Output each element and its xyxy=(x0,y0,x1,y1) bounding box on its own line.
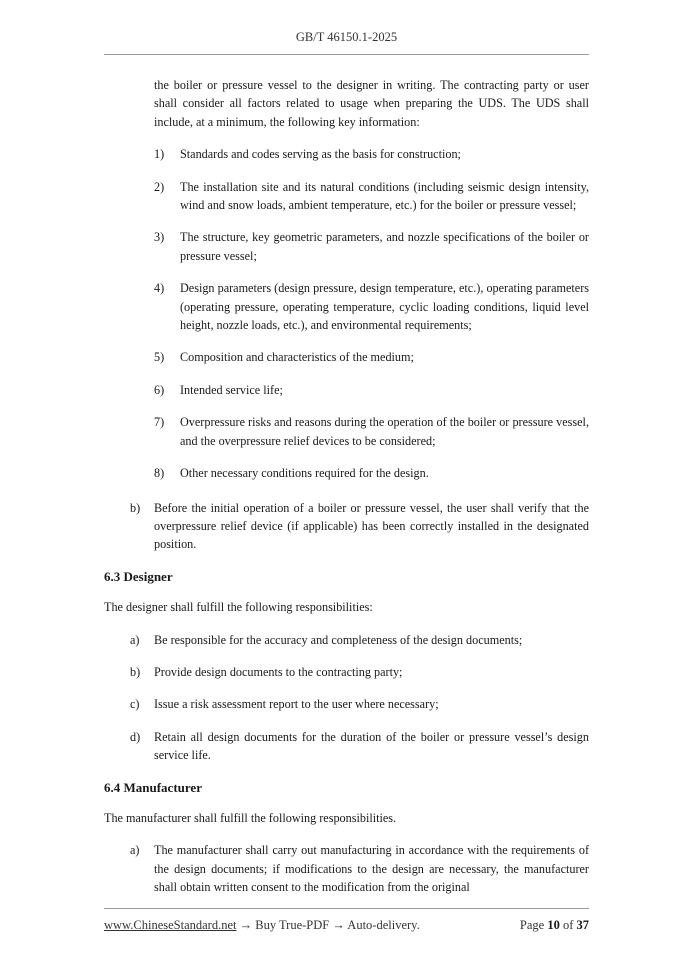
item-text: Be responsible for the accuracy and completeness of the design documents; xyxy=(154,632,523,647)
footer-tagline: → Buy True-PDF → Auto-delivery. xyxy=(236,918,420,932)
uds-item-1 xyxy=(104,145,589,163)
item-text: Provide design documents to the contracting party; xyxy=(154,664,403,679)
uds-list xyxy=(104,145,589,482)
item-number: 8) xyxy=(154,466,165,481)
uds-item-6 xyxy=(104,381,589,399)
item-number: 6) xyxy=(154,382,165,397)
item-text: Retain all design documents for the duration of the boiler or pressure vessel’s design service life. xyxy=(154,729,589,763)
item-text: The structure, key geometric parameters, and nozzle specifications of the boiler or pressure vessel; xyxy=(180,230,589,263)
uds-item-2 xyxy=(104,178,589,215)
item-letter: b) xyxy=(130,664,141,679)
footer-promo xyxy=(104,918,420,933)
page-header xyxy=(104,30,589,45)
document-body xyxy=(104,76,589,897)
item-text: Standards and codes serving as the basis for construction; xyxy=(180,147,461,162)
section-intro-manufacturer: The manufacturer shall fulfill the following responsibilities. xyxy=(104,810,397,825)
item-text: Design parameters (design pressure, design temperature, etc.), operating parameters (operating pressure, operating temperature, cyclic loading conditions, liquid level height, nozzle loads, etc.), and environmental requirements; xyxy=(180,281,589,333)
site-link[interactable]: www.ChineseStandard.net xyxy=(104,918,237,932)
page-indicator xyxy=(520,918,589,933)
standard-id: GB/T 46150.1-2025 xyxy=(295,30,398,44)
section-heading-manufacturer: 6.4 Manufacturer xyxy=(104,779,202,795)
item-letter: c) xyxy=(130,697,140,712)
item-letter: a) xyxy=(130,843,140,858)
item-number: 2) xyxy=(154,179,165,194)
item-letter: b) xyxy=(130,500,141,515)
designer-item-a xyxy=(104,631,589,649)
item-text: Issue a risk assessment report to the user where necessary; xyxy=(154,697,439,712)
designer-item-c xyxy=(104,695,589,713)
header-divider xyxy=(104,54,589,55)
item-number: 5) xyxy=(154,350,165,365)
item-number: 7) xyxy=(154,415,165,430)
item-number: 1) xyxy=(154,147,165,162)
item-number: 3) xyxy=(154,230,165,245)
item-text: Overpressure risks and reasons during the operation of the boiler or pressure vessel, and the overpressure relief devices to be considered; xyxy=(180,415,589,448)
item-number: 4) xyxy=(154,281,165,296)
uds-item-4 xyxy=(104,279,589,334)
designer-item-d xyxy=(104,728,589,765)
item-text: Intended service life; xyxy=(180,382,283,397)
intro-continuation: the boiler or pressure vessel to the designer in writing. The contracting party or user shall consider all factors related to usage when preparing the UDS. The UDS shall include, at a minimum, the following key information: xyxy=(154,78,589,129)
footer-divider xyxy=(104,908,589,909)
designer-item-b xyxy=(104,663,589,681)
item-text: Composition and characteristics of the medium; xyxy=(180,350,414,365)
uds-item-3 xyxy=(104,228,589,265)
page-current: 10 xyxy=(547,918,560,932)
item-letter: d) xyxy=(130,729,141,744)
page-label: Page xyxy=(519,918,545,932)
section-heading-designer: 6.3 Designer xyxy=(104,568,173,584)
uds-item-5 xyxy=(104,348,589,366)
page-of-label: of xyxy=(562,918,574,932)
designer-list xyxy=(104,631,589,765)
page-total: 37 xyxy=(576,918,589,932)
item-text: The manufacturer shall carry out manufacturing in accordance with the requirements of the design documents; if modifications to the design are necessary, the manufacturer shall obtain written consent to the modification from the original xyxy=(154,843,589,895)
user-item-b xyxy=(104,499,589,554)
item-text: Before the initial operation of a boiler or pressure vessel, the user shall verify that the overpressure relief device (if applicable) has been correctly installed in the designated position. xyxy=(154,500,589,552)
item-text: The installation site and its natural conditions (including seismic design intensity, wind and snow loads, ambient temperature, etc.) for the boiler or pressure vessel; xyxy=(180,179,589,213)
manufacturer-item-a xyxy=(104,841,589,896)
section-intro-designer: The designer shall fulfill the following responsibilities: xyxy=(104,600,373,615)
item-text: Other necessary conditions required for the design. xyxy=(180,466,429,481)
uds-item-8 xyxy=(104,464,589,482)
uds-item-7 xyxy=(104,413,589,450)
item-letter: a) xyxy=(130,632,140,647)
manufacturer-list xyxy=(104,841,589,896)
